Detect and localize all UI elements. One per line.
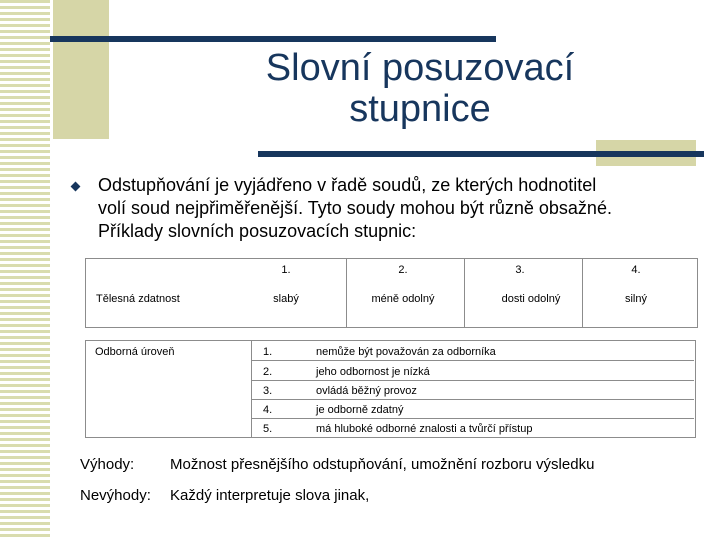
- slide-title: [170, 48, 670, 130]
- bullet-line-3: Příklady slovních posuzovacích stupnic:: [98, 221, 417, 241]
- bullet-paragraph: [98, 174, 698, 243]
- table-row-label: Tělesná zdatnost: [96, 293, 180, 305]
- table-divider: [464, 259, 465, 327]
- table-cell: slabý: [273, 293, 299, 305]
- table-row-text: má hluboké odborné znalosti a tvůrčí přístup: [316, 423, 533, 435]
- title-bar-top: [50, 36, 496, 42]
- title-line-2: stupnice: [349, 88, 491, 130]
- table-physical-fitness: [85, 258, 698, 328]
- table-row-number: 2.: [263, 366, 273, 378]
- table-row-number: 5.: [263, 423, 273, 435]
- table-row-text: nemůže být považován za odborníka: [316, 346, 496, 358]
- decorative-block-top: [53, 0, 109, 139]
- table-row-text: jeho odbornost je nízká: [316, 366, 430, 378]
- advantages-label: Výhody:: [80, 456, 135, 473]
- table-header-3: 3.: [515, 264, 525, 276]
- table-header-4: 4.: [631, 264, 641, 276]
- table-rule: [251, 399, 694, 400]
- table-row-text: je odborně zdatný: [316, 404, 404, 416]
- title-bar-bottom: [258, 151, 704, 157]
- table-header-1: 1.: [281, 264, 291, 276]
- table-row-text: ovládá běžný provoz: [316, 385, 417, 397]
- title-line-1: Slovní posuzovací: [265, 47, 575, 89]
- decorative-stripes: [0, 0, 50, 540]
- table-cell: silný: [624, 293, 647, 305]
- disadvantages-text: Každý interpretuje slova jinak,: [170, 487, 370, 504]
- table-rule: [251, 360, 694, 361]
- table-row-number: 4.: [263, 404, 273, 416]
- bullet-line-2: volí soud nejpřiměřenější. Tyto soudy mohou být různě obsažné.: [98, 198, 612, 218]
- table-divider: [251, 340, 252, 437]
- table-header-2: 2.: [398, 264, 408, 276]
- table-row-number: 1.: [263, 346, 273, 358]
- table-rule: [251, 380, 694, 381]
- bullet-diamond-icon: [71, 182, 81, 192]
- table-divider: [346, 259, 347, 327]
- table-row-number: 3.: [263, 385, 273, 397]
- table-rule: [251, 418, 694, 419]
- advantages-text: Možnost přesnějšího odstupňování, umožnění rozboru výsledku: [170, 456, 595, 473]
- bullet-line-1: Odstupňování je vyjádřeno v řadě soudů, ze kterých hodnotitel: [98, 175, 597, 195]
- disadvantages-label: Nevýhody:: [80, 487, 151, 504]
- table-cell: méně odolný: [371, 293, 435, 305]
- table-professional-level: [85, 340, 696, 438]
- table-cell: dosti odolný: [501, 293, 561, 305]
- table-row-label: Odborná úroveň: [95, 346, 175, 358]
